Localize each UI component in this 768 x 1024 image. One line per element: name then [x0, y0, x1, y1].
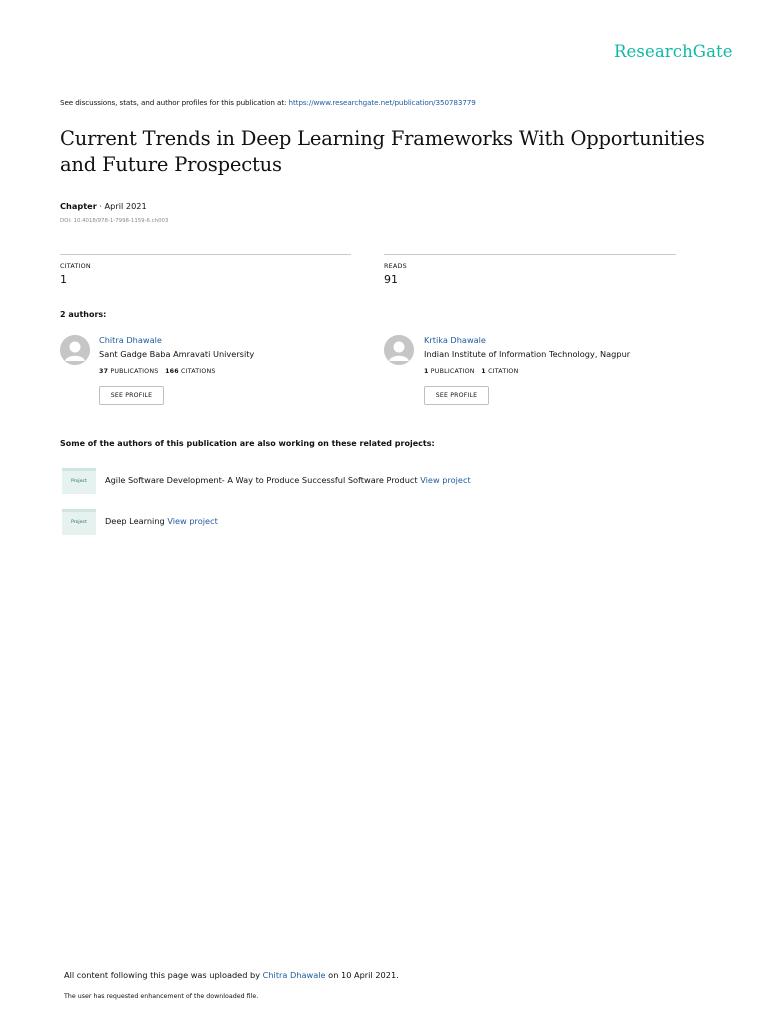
author-institution: Indian Institute of Information Technology, Nagpur [424, 349, 631, 359]
author-pubs-label: PUBLICATIONS [110, 368, 159, 375]
citation-divider [60, 254, 351, 255]
author-name-link[interactable]: Krtika Dhawale [424, 335, 486, 345]
author-stats [424, 368, 519, 375]
upload-notice [64, 970, 399, 980]
citation-label: CITATION [60, 262, 91, 270]
publication-date: · April 2021 [96, 201, 147, 211]
project-folder-icon [62, 509, 96, 535]
view-project-link[interactable]: View project [420, 475, 471, 485]
reads-count: 91 [384, 273, 398, 286]
upload-notice-prefix: All content following this page was uploaded by [64, 970, 263, 980]
author-stats [99, 368, 216, 375]
publication-url-link[interactable]: https://www.researchgate.net/publication/350783779 [288, 98, 476, 107]
project-folder-tab [62, 468, 96, 471]
publication-type: Chapter [60, 201, 97, 211]
author-name-link[interactable]: Chitra Dhawale [99, 335, 162, 345]
project-item [105, 475, 471, 485]
view-project-link[interactable]: View project [167, 516, 218, 526]
author-avatar-icon[interactable] [60, 335, 90, 365]
upload-notice-suffix: on 10 April 2021. [325, 970, 399, 980]
discussion-notice-text: See discussions, stats, and author profiles for this publication at: [60, 98, 289, 107]
author-pubs-count: 1 [424, 368, 429, 375]
reads-label: READS [384, 262, 407, 270]
project-icon-label: Project [71, 520, 87, 525]
authors-heading: 2 authors: [60, 310, 107, 319]
author-pubs-count: 37 [99, 368, 109, 375]
person-silhouette-icon [384, 335, 414, 365]
uploader-link[interactable]: Chitra Dhawale [262, 970, 326, 980]
project-title: Agile Software Development- A Way to Produce Successful Software Product [105, 475, 421, 485]
researchgate-logo[interactable]: ResearchGate [614, 42, 733, 61]
doi-text: DOI: 10.4018/978-1-7998-1159-6.ch003 [60, 218, 169, 224]
discussion-notice [60, 98, 476, 107]
author-cit-label: CITATIONS [181, 368, 216, 375]
project-title: Deep Learning [105, 516, 168, 526]
author-cit-label: CITATION [488, 368, 519, 375]
citation-count: 1 [60, 273, 67, 286]
enhancement-notice: The user has requested enhancement of the downloaded file. [64, 993, 259, 1000]
author-avatar-icon[interactable] [384, 335, 414, 365]
person-silhouette-icon [60, 335, 90, 365]
publication-title: Current Trends in Deep Learning Frameworks With Opportunities and Future Prospectus [60, 127, 705, 176]
author-cit-count: 166 [165, 368, 179, 375]
author-pubs-label: PUBLICATION [430, 368, 475, 375]
see-profile-button[interactable]: SEE PROFILE [99, 386, 164, 405]
reads-divider [384, 254, 676, 255]
related-projects-heading: Some of the authors of this publication are also working on these related projects: [60, 439, 435, 448]
see-profile-button[interactable]: SEE PROFILE [424, 386, 489, 405]
project-folder-tab [62, 509, 96, 512]
project-item [105, 516, 218, 526]
publication-meta [60, 201, 147, 211]
author-cit-count: 1 [481, 368, 486, 375]
project-folder-icon [62, 468, 96, 494]
author-institution: Sant Gadge Baba Amravati University [99, 349, 255, 359]
project-icon-label: Project [71, 479, 87, 484]
